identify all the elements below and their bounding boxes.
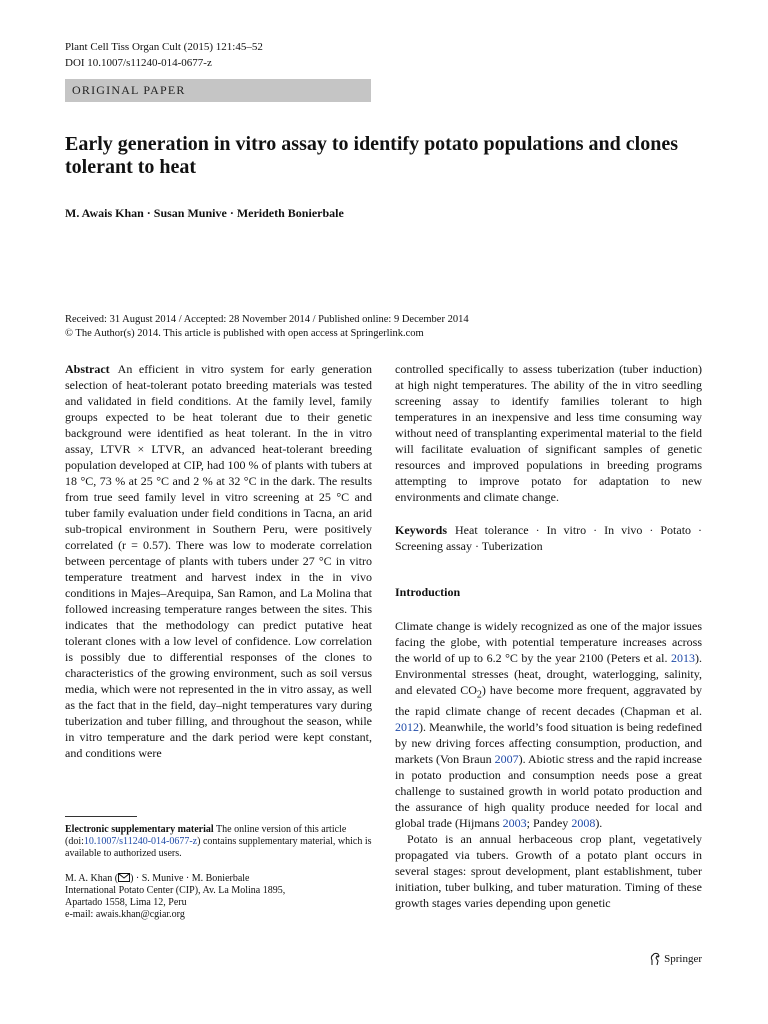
abstract-heading: Abstract (65, 362, 110, 376)
keywords-heading: Keywords (395, 523, 447, 537)
abstract-text: An efficient in vitro system for early generation selection of heat-tolerant potato breeding materials was tested and validated in field conditions. At the family level, family groups expected to be heat tolerant due to their genetic background were identified as heat tolerant. In the in vitro assay, LTVR × LTVR, an advanced heat-tolerant breeding population developed at CIP, had 100 % of plants with tubers at 18 °C, 73 % at 25 °C and 2 % at 32 °C in the dark. The results from true seed family level in vitro screening at 25 °C and tuber family evaluation under field conditions in Tacna, an arid sub-tropical environment in Southern Peru, were positively correlated (r = 0.57). There was low to moderate correlation between percentage of plants with tubers under 27 °C in vitro temperature treatment and harvest index in the in vivo conditions in Majes–Arequipa, San Ramon, and La Molina that followed increasing temperature ranges between the sites. This indicates that the methodology can predict putative heat tolerant clones with a low level of confidence. Low correlation is possibly due to differential responses of the clones to characteristics of the growing environment, such as soil versus media, which were not represented in the in vitro assay, as well as the fact that in the field, day–night temperatures vary during tuberization and tuber filling, and throughout the season, while in vitro temperature and the dark period were kept constant, and conditions were (65, 362, 372, 760)
paper-type-banner: ORIGINAL PAPER (65, 79, 371, 102)
supplementary-note: Electronic supplementary material The online version of this article (doi:10.1007/s11240-014-0677-z) contains supplementary material, which is available to authorized users. (65, 824, 372, 859)
ref-link-peters[interactable]: 2013 (671, 651, 695, 665)
introduction-paragraph-2: Potato is an annual herbaceous crop plant, vegetatively propagated via tubers. Growth of a potato plant occurs in several stages: sprout development, plant establishment, tuber initiation, tuber bulking, and tuber maturation. Timing of these growth stages varies depending upon genetic (395, 832, 702, 911)
co2-subscript: 2 (476, 689, 482, 701)
doi: DOI 10.1007/s11240-014-0677-z (65, 57, 212, 69)
left-column (65, 361, 372, 761)
authors: M. Awais Khan · Susan Munive · Merideth Bonierbale (65, 206, 344, 220)
journal-reference: Plant Cell Tiss Organ Cult (2015) 121:45–52 (65, 41, 263, 53)
supplementary-doi-link[interactable]: 10.1007/s11240-014-0677-z (83, 836, 198, 847)
email-envelope-icon[interactable] (118, 873, 130, 882)
abstract (65, 361, 372, 761)
introduction-heading: Introduction (395, 585, 461, 599)
footnote-divider (65, 816, 137, 817)
ref-link-pandey[interactable]: 2008 (571, 816, 596, 831)
publisher-name: Springer (664, 953, 702, 965)
ref-link-vonbraun[interactable]: 2007 (494, 752, 519, 767)
affiliation-institution: International Potato Center (CIP), Av. La Molina 1895, (65, 885, 286, 896)
author-email[interactable]: e-mail: awais.khan@cgiar.org (65, 909, 185, 920)
ref-link-chapman[interactable]: 2012 (395, 720, 419, 735)
ref-link-hijmans[interactable]: 2003 (502, 816, 527, 831)
received-dates: Received: 31 August 2014 / Accepted: 28 November 2014 / Published online: 9 December 2014 (65, 314, 469, 325)
affiliation-address: Apartado 1558, Lima 12, Peru (65, 897, 187, 908)
supplementary-heading: Electronic supplementary material (65, 824, 214, 835)
abstract-continued: controlled specifically to assess tuberization (tuber induction) at high night temperatures. The ability of the in vitro seedling screening assay to identify families tolerant to high temperatures in an inexpensive and less time consuming way without need of transplanting experimental material to the field will facilitate evaluation of significant samples of genetic resources and improved populations in breeding programs attempting to improve potato for adaptation to new environments and climate change. (395, 362, 702, 504)
keywords (395, 522, 702, 554)
right-column (395, 361, 702, 911)
copyright-notice: © The Author(s) 2014. This article is published with open access at Springerlink.com (65, 328, 424, 339)
introduction-paragraph-1: Climate change is widely recognized as one of the major issues facing the globe, with potential temperature increases across the world of up to 6.2 °C by the year 2100 (Peters et al. 2013). Environmental stresses (heat, drought, waterlogging, salinity, and elevated $CO_2$) have become more frequent, aggravated by the rapid climate change of recent decades (Chapman et al. 2012). Meanwhile, the world’s food situation is being redefined by new driving forces affecting consumption, production, and markets (Von Braun 2007). Abiotic stress and the rapid increase in potato production and consumption needs pose a great challenge to sustained growth in world potato production and the assurance of high quality produce needed for local and global trade (Hijmans 2003; Pandey 2008). (395, 619, 702, 831)
springer-horse-icon (649, 952, 661, 966)
keywords-text: Heat tolerance · In vitro · In vivo · Potato · Screening assay · Tuberization (395, 523, 702, 553)
publisher-logo (649, 952, 702, 966)
paper-title: Early generation in vitro assay to identify potato populations and clones tolerant to heat (65, 133, 679, 178)
author-affiliation: M. A. Khan ( ) · S. Munive · M. Bonierbale International Potato Center (CIP), Av. La Molina 1895, Apartado 1558, Lima 12, Peru e-mail: awais.khan@cgiar.org (65, 873, 372, 921)
